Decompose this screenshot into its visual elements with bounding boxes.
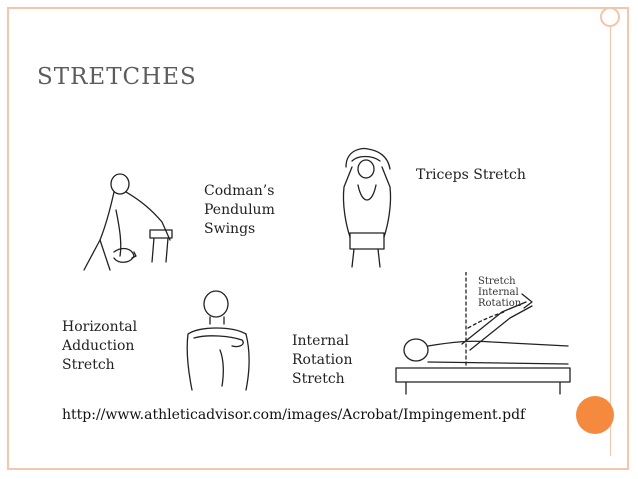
internal-figure-labels [478, 276, 521, 309]
decorative-orange-dot [576, 396, 614, 434]
internal-caption-line: Rotation [292, 352, 353, 368]
internal-caption [292, 332, 353, 389]
triceps-stretch-illustration [332, 145, 402, 270]
codman-caption-line: Pendulum [204, 202, 275, 218]
horizontal-caption-line: Stretch [62, 357, 115, 373]
codman-caption-line: Swings [204, 221, 256, 237]
figure-label: Internal [478, 287, 519, 298]
internal-caption-line: Stretch [292, 371, 345, 387]
horizontal-caption-line: Horizontal [62, 319, 138, 335]
slide-title: STRETCHES [37, 64, 197, 90]
horizontal-adduction-illustration [180, 290, 260, 395]
decorative-ring [600, 7, 620, 27]
codman-caption-line: Codman’s [204, 183, 275, 199]
codman-caption [204, 182, 275, 239]
internal-caption-line: Internal [292, 333, 349, 349]
figure-label: Rotation [478, 298, 522, 309]
horizontal-caption-line: Adduction [62, 338, 135, 354]
figure-label: Stretch [478, 276, 516, 287]
horizontal-caption [62, 318, 137, 375]
codman-pendulum-illustration [70, 170, 180, 275]
source-link[interactable]: http://www.athleticadvisor.com/images/Acrobat/Impingement.pdf [62, 407, 526, 423]
slide-divider [610, 18, 611, 456]
triceps-caption: Triceps Stretch [416, 167, 526, 183]
